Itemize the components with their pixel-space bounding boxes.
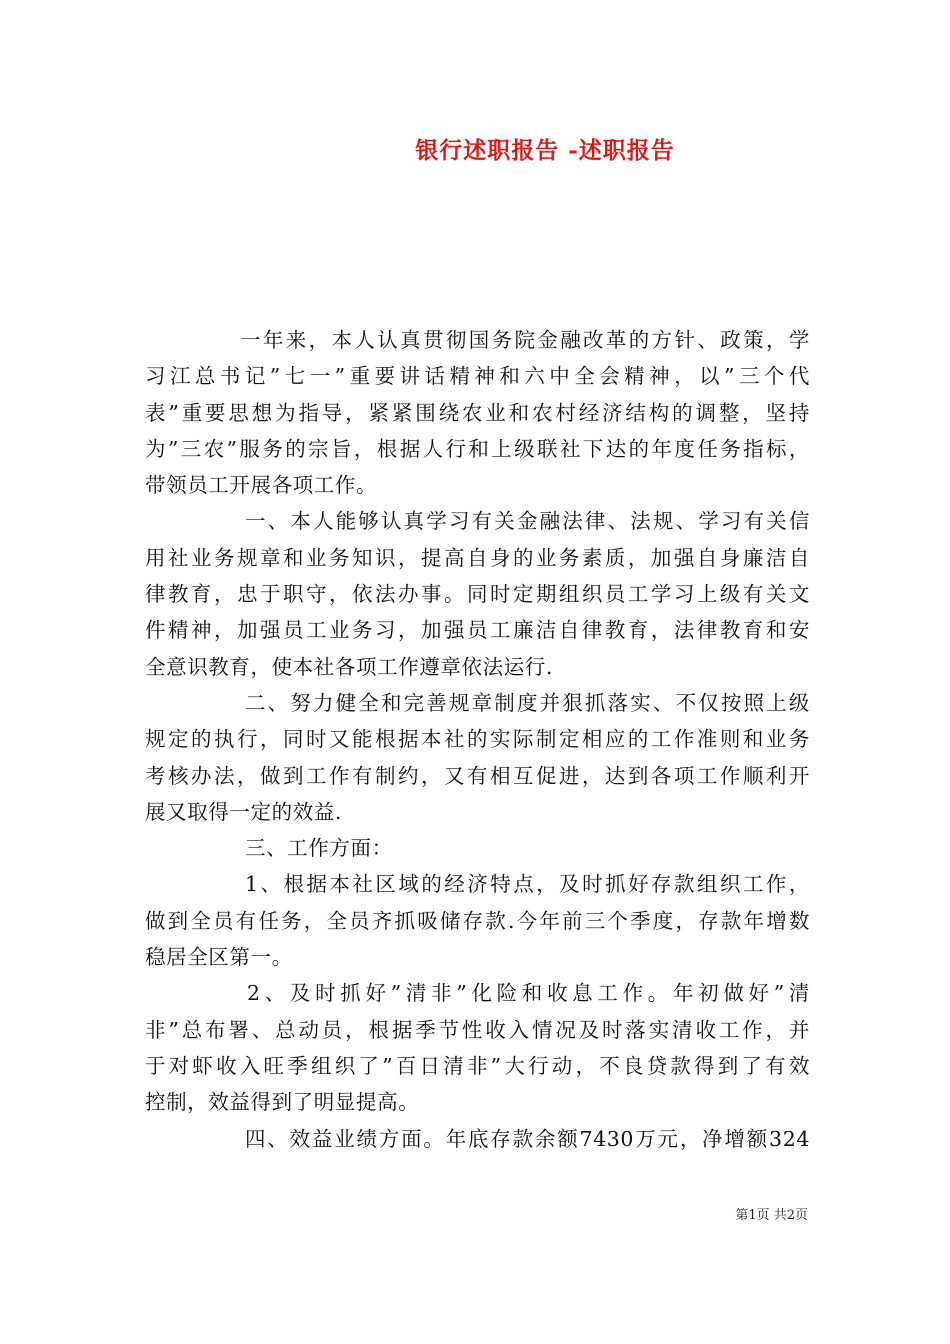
text-line: 非”总布署、总动员，根据季节性收入情况及时落实清收工作，并 xyxy=(145,1017,810,1042)
document-title xyxy=(0,132,950,165)
text-line: 稳居全区第一。 xyxy=(145,945,293,970)
text-line: 用社业务规章和业务知识，提高自身的业务素质，加强自身廉洁自 xyxy=(145,545,810,570)
text-line: 律教育，忠于职守，依法办事。同时定期组织员工学习上级有关文 xyxy=(145,582,810,607)
text-line: 一年来，本人认真贯彻国务院金融改革的方针、政策，学 xyxy=(240,328,810,352)
text-line: 一、本人能够认真学习有关金融法律、法规、学习有关信 xyxy=(245,509,810,534)
page-footer: 第1页 共2页 xyxy=(735,1208,808,1223)
text-line: 做到全员有任务，全员齐抓吸储存款.今年前三个季度，存款年增数 xyxy=(145,908,810,933)
text-line: 带领员工开展各项工作。 xyxy=(145,473,378,498)
text-line: 考核办法，做到工作有制约，又有相互促进，达到各项工作顺利开 xyxy=(145,763,810,788)
document-title-text: 银行述职报告 -述职报告 xyxy=(415,137,675,164)
text-line: 全意识教育，使本社各项工作遵章依法运行. xyxy=(145,654,554,679)
text-line: 2、及时抓好”清非”化险和收息工作。年初做好”清 xyxy=(247,981,810,1006)
text-line: 于对虾收入旺季组织了”百日清非”大行动，不良贷款得到了有效 xyxy=(145,1053,810,1078)
document-body xyxy=(145,322,810,1157)
text-line: 为”三农”服务的宗旨，根据人行和上级联社下达的年度任务指标， xyxy=(145,436,810,461)
text-line: 控制，效益得到了明显提高。 xyxy=(145,1090,420,1115)
text-line: 件精神，加强员工业务习，加强员工廉洁自律教育，法律教育和安 xyxy=(145,618,810,643)
text-line: 表”重要思想为指导，紧紧围绕农业和农村经济结构的调整，坚持 xyxy=(145,400,810,425)
text-line: 1、根据本社区域的经济特点，及时抓好存款组织工作， xyxy=(245,872,810,897)
text-line: 规定的执行，同时又能根据本社的实际制定相应的工作准则和业务 xyxy=(145,727,810,752)
text-line: 四、效益业绩方面。年底存款余额7430万元，净增额324 xyxy=(245,1126,810,1151)
text-line: 展又取得一定的效益. xyxy=(145,799,343,824)
text-line: 二、努力健全和完善规章制度并狠抓落实、不仅按照上级 xyxy=(245,690,810,715)
text-line: 习江总书记”七一”重要讲话精神和六中全会精神，以”三个代 xyxy=(145,364,810,389)
text-line: 三、工作方面： xyxy=(245,836,393,861)
